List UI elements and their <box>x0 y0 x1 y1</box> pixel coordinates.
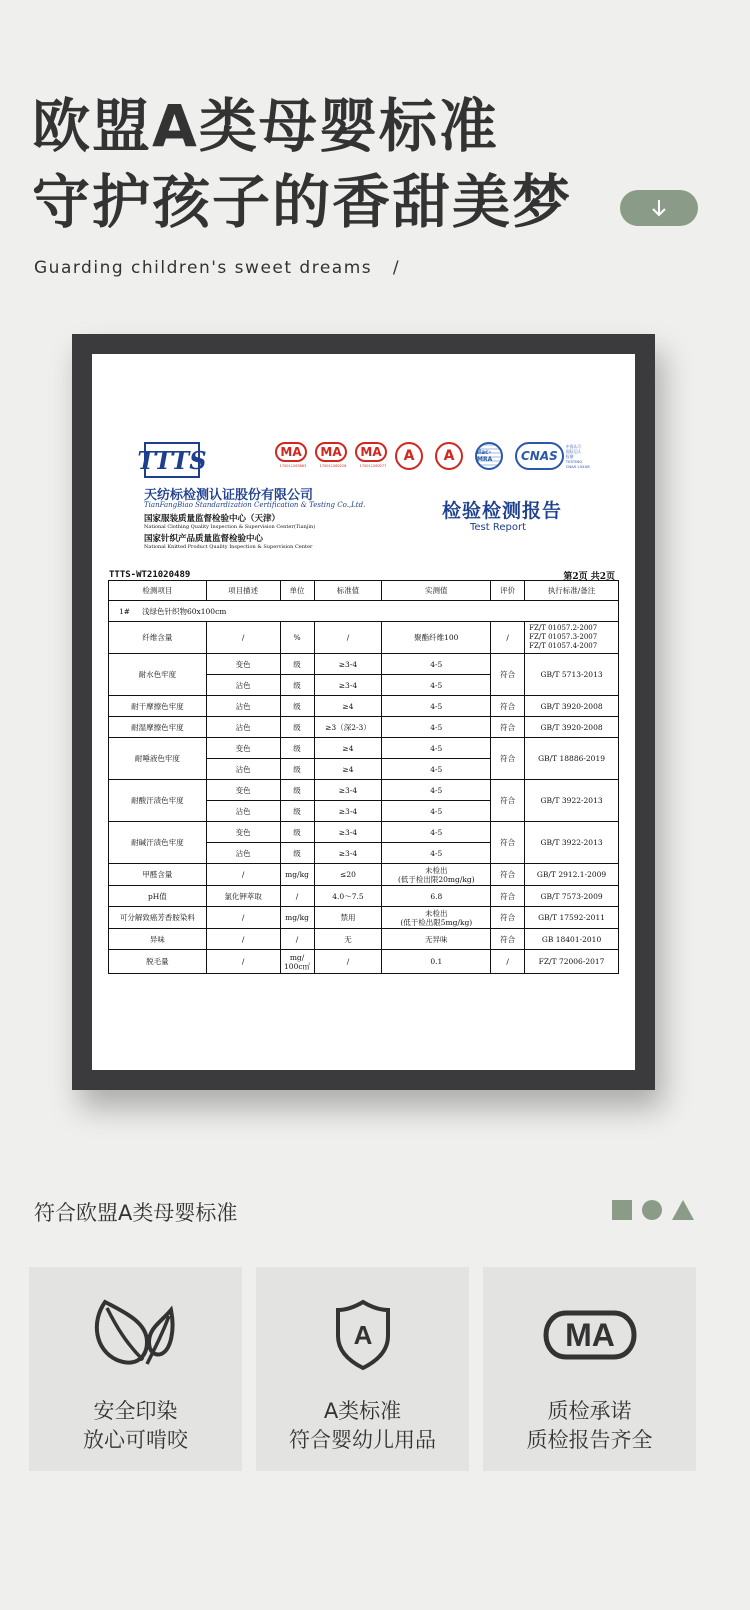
item-standard: ≥4 <box>314 759 382 780</box>
item-result: 0.1 <box>382 950 491 974</box>
item-unit: 级 <box>280 780 314 801</box>
item-desc: 沾色 <box>206 675 280 696</box>
item-standard: ≥3（深2-3） <box>314 717 382 738</box>
item-unit: mg/kg <box>280 907 314 929</box>
item-standard: ≥3-4 <box>314 801 382 822</box>
reference-line: FZ/T 01057.4-2007 <box>529 642 598 650</box>
sample-description: 1# 浅绿色针织物60x100cm <box>109 601 619 622</box>
cnas-logo: CNAS <box>515 442 564 470</box>
report-title: 检验检测报告 <box>442 500 563 522</box>
item-evaluation: 符合 <box>491 696 525 717</box>
card-line2: 质检报告齐全 <box>526 1428 653 1452</box>
item-unit: 级 <box>280 675 314 696</box>
reference-line: FZ/T 01057.2-2007 <box>529 624 598 632</box>
item-desc: 变色 <box>206 822 280 843</box>
item-standard: / <box>314 950 382 974</box>
item-unit: / <box>280 886 314 907</box>
company-name-cn: 天纺标检测认证股份有限公司 <box>144 488 314 503</box>
item-unit: 级 <box>280 738 314 759</box>
company-name-en: TianFangBiao Standardization Certification & Testing Co.,Ltd. <box>144 501 366 509</box>
unit-line: mg/ <box>289 952 305 962</box>
item-evaluation: / <box>491 950 525 974</box>
cma-mark-1 <box>275 442 311 472</box>
shield-a-icon <box>315 1295 411 1375</box>
item-result: 4-5 <box>382 675 491 696</box>
item-evaluation: 符合 <box>491 907 525 929</box>
column-header: 实测值 <box>382 581 491 601</box>
ca-mark-1 <box>395 442 431 472</box>
item-name: 纤维含量 <box>109 622 207 654</box>
item-name: 异味 <box>109 929 207 950</box>
item-name: 可分解致癌芳香胺染料 <box>109 907 207 929</box>
item-standard: 4.0～7.5 <box>314 886 382 907</box>
table-row <box>109 654 619 675</box>
item-name: 甲醛含量 <box>109 864 207 886</box>
cma-mark-2 <box>315 442 351 472</box>
decorative-shapes <box>612 1200 694 1220</box>
result-line: 未检出 <box>425 865 448 875</box>
item-standard: ≥3-4 <box>314 822 382 843</box>
results-table <box>108 580 619 974</box>
feature-card-quality <box>483 1267 696 1471</box>
center2-cn: 国家针织产品质量监督检验中心 <box>144 534 264 544</box>
table-row <box>109 717 619 738</box>
item-unit: / <box>280 929 314 950</box>
report-frame <box>72 334 655 1090</box>
item-desc: 变色 <box>206 738 280 759</box>
cnas-text-line: 检测 <box>565 453 574 459</box>
ca-mark-2 <box>435 442 471 472</box>
cnas-text-line: 中国认可 <box>565 443 581 449</box>
item-result: 4-5 <box>382 843 491 864</box>
item-name: 脱毛量 <box>109 950 207 974</box>
cma-icon <box>542 1295 638 1375</box>
table-row <box>109 950 619 974</box>
column-header: 项目描述 <box>206 581 280 601</box>
item-desc: 沾色 <box>206 717 280 738</box>
cma-mark-3 <box>355 442 391 472</box>
item-evaluation: 符合 <box>491 822 525 864</box>
item-name: 耐水色牢度 <box>109 654 207 696</box>
item-name: 耐碱汗渍色牢度 <box>109 822 207 864</box>
column-header: 评价 <box>491 581 525 601</box>
table-row <box>109 886 619 907</box>
item-result: 6.8 <box>382 886 491 907</box>
item-result: 4-5 <box>382 717 491 738</box>
item-name: 耐唾液色牢度 <box>109 738 207 780</box>
column-header: 单位 <box>280 581 314 601</box>
item-standard: ≥4 <box>314 696 382 717</box>
report-page-count: 第2页 共2页 <box>563 572 615 582</box>
item-evaluation: 符合 <box>491 654 525 696</box>
table-row <box>109 929 619 950</box>
arrow-down-icon <box>650 198 668 218</box>
item-evaluation: 符合 <box>491 780 525 822</box>
item-reference: GB 18401-2010 <box>525 929 619 950</box>
item-reference: GB/T 3922-2013 <box>525 822 619 864</box>
card-line2: 符合婴幼儿用品 <box>289 1428 436 1452</box>
item-desc: / <box>206 907 280 929</box>
section-title: 符合欧盟A类母婴标准 <box>34 1201 238 1225</box>
column-header: 执行标准/备注 <box>525 581 619 601</box>
headline-line1: 欧盟A类母婴标准 <box>32 92 499 160</box>
feature-card-safe-dye <box>29 1267 242 1471</box>
item-reference <box>525 622 619 654</box>
item-result: 4-5 <box>382 738 491 759</box>
headline <box>32 88 572 240</box>
subtitle: Guarding children's sweet dreams / <box>34 258 401 278</box>
shield-letter: A <box>353 1320 372 1350</box>
table-header-row <box>109 581 619 601</box>
item-result <box>382 907 491 929</box>
item-desc: 沾色 <box>206 696 280 717</box>
cma-icon-text: MA <box>564 1317 615 1353</box>
ca-mark-1-logo: A <box>395 442 423 470</box>
item-evaluation: 符合 <box>491 886 525 907</box>
item-standard: 无 <box>314 929 382 950</box>
table-row <box>109 622 619 654</box>
item-reference: GB/T 7573-2009 <box>525 886 619 907</box>
scroll-down-button[interactable] <box>620 190 698 226</box>
item-reference: GB/T 3922-2013 <box>525 780 619 822</box>
cma-mark-2-number: 170011260226 <box>319 464 347 468</box>
item-name: pH值 <box>109 886 207 907</box>
item-standard: ≥4 <box>314 738 382 759</box>
result-line: 未检出 <box>425 908 448 918</box>
triangle-icon <box>672 1200 694 1220</box>
table-row <box>109 780 619 801</box>
center1-en: National Clothing Quality Inspection & Supervision Center(Tianjin) <box>144 524 316 530</box>
table-row <box>109 864 619 886</box>
item-desc: / <box>206 929 280 950</box>
card-line1: 质检承诺 <box>547 1399 632 1423</box>
item-result <box>382 864 491 886</box>
item-unit: 级 <box>280 717 314 738</box>
ilac-mark <box>475 442 511 472</box>
item-name: 耐酸汗渍色牢度 <box>109 780 207 822</box>
item-result: 4-5 <box>382 654 491 675</box>
cma-mark-1-number: 170011263663 <box>279 464 307 468</box>
cma-mark-3-logo: MA <box>355 442 387 462</box>
item-evaluation: 符合 <box>491 738 525 780</box>
item-standard: 禁用 <box>314 907 382 929</box>
ttts-logo: TTTS <box>144 442 200 478</box>
card-line2: 放心可啃咬 <box>83 1428 188 1452</box>
item-desc: 沾色 <box>206 801 280 822</box>
item-reference: GB/T 2912.1-2009 <box>525 864 619 886</box>
cnas-text <box>566 444 590 469</box>
item-result: 无异味 <box>382 929 491 950</box>
item-evaluation: 符合 <box>491 717 525 738</box>
item-desc: 氯化钾萃取 <box>206 886 280 907</box>
item-unit: 级 <box>280 696 314 717</box>
item-unit: mg/kg <box>280 864 314 886</box>
cnas-text-line: TESTING <box>565 458 583 464</box>
item-evaluation: 符合 <box>491 864 525 886</box>
item-reference: GB/T 18886-2019 <box>525 738 619 780</box>
cma-mark-3-number: 170011260277 <box>359 464 387 468</box>
report-title-en: Test Report <box>470 522 527 533</box>
item-result: 聚酯纤维100 <box>382 622 491 654</box>
cnas-text-line: 国际互认 <box>565 448 581 454</box>
item-name: 耐湿摩擦色牢度 <box>109 717 207 738</box>
item-standard: ≤20 <box>314 864 382 886</box>
feature-cards <box>29 1267 696 1471</box>
card-line1: 安全印染 <box>93 1399 178 1423</box>
table-row <box>109 907 619 929</box>
certification-marks <box>275 442 590 472</box>
headline-line2: 守护孩子的香甜美梦 <box>32 168 573 236</box>
cnas-mark <box>515 442 590 470</box>
table-row <box>109 822 619 843</box>
item-reference: GB/T 3920-2008 <box>525 717 619 738</box>
result-line: (低于检出限20mg/kg) <box>397 874 475 884</box>
table-row <box>109 696 619 717</box>
item-reference: GB/T 17592-2011 <box>525 907 619 929</box>
item-standard: ≥3-4 <box>314 654 382 675</box>
ilac-logo: ilac-MRA <box>475 442 503 470</box>
item-reference: FZ/T 72006-2017 <box>525 950 619 974</box>
item-desc: 沾色 <box>206 759 280 780</box>
item-desc: 变色 <box>206 780 280 801</box>
item-desc: / <box>206 950 280 974</box>
result-line: (低于检出限5mg/kg) <box>400 917 473 927</box>
square-icon <box>612 1200 632 1220</box>
item-standard: / <box>314 622 382 654</box>
feature-card-a-standard <box>256 1267 469 1471</box>
item-standard: ≥3-4 <box>314 843 382 864</box>
column-header: 标准值 <box>314 581 382 601</box>
reference-line: FZ/T 01057.3-2007 <box>529 633 598 641</box>
item-unit: 级 <box>280 843 314 864</box>
circle-icon <box>642 1200 662 1220</box>
item-desc: 沾色 <box>206 843 280 864</box>
item-result: 4-5 <box>382 759 491 780</box>
item-result: 4-5 <box>382 822 491 843</box>
item-unit <box>280 950 314 974</box>
test-report <box>92 354 635 1070</box>
item-result: 4-5 <box>382 696 491 717</box>
cma-mark-1-logo: MA <box>275 442 307 462</box>
item-desc: 变色 <box>206 654 280 675</box>
report-number: TTTS-WT21020489 <box>109 570 191 580</box>
item-desc: / <box>206 622 280 654</box>
card-line1: A类标准 <box>323 1399 402 1423</box>
item-standard: ≥3-4 <box>314 780 382 801</box>
item-standard: ≥3-4 <box>314 675 382 696</box>
item-result: 4-5 <box>382 801 491 822</box>
item-evaluation: 符合 <box>491 929 525 950</box>
item-reference: GB/T 5713-2013 <box>525 654 619 696</box>
item-unit: 级 <box>280 759 314 780</box>
item-unit: 级 <box>280 654 314 675</box>
center1-cn: 国家服装质量监督检验中心（天津） <box>144 514 281 524</box>
cma-mark-2-logo: MA <box>315 442 347 462</box>
unit-line: 100c㎡ <box>284 961 311 971</box>
cnas-text-line: CNAS L0XX8 <box>565 463 590 469</box>
item-evaluation: / <box>491 622 525 654</box>
table-row <box>109 738 619 759</box>
item-unit: 级 <box>280 801 314 822</box>
table-row <box>109 601 619 622</box>
item-name: 耐干摩擦色牢度 <box>109 696 207 717</box>
item-unit: % <box>280 622 314 654</box>
ca-mark-2-logo: A <box>435 442 463 470</box>
item-reference: GB/T 3920-2008 <box>525 696 619 717</box>
item-unit: 级 <box>280 822 314 843</box>
center2-en: National Knitted Product Quality Inspection & Supervision Center <box>144 544 313 550</box>
item-desc: / <box>206 864 280 886</box>
column-header: 检测项目 <box>109 581 207 601</box>
leaf-icon <box>88 1295 184 1375</box>
item-result: 4-5 <box>382 780 491 801</box>
